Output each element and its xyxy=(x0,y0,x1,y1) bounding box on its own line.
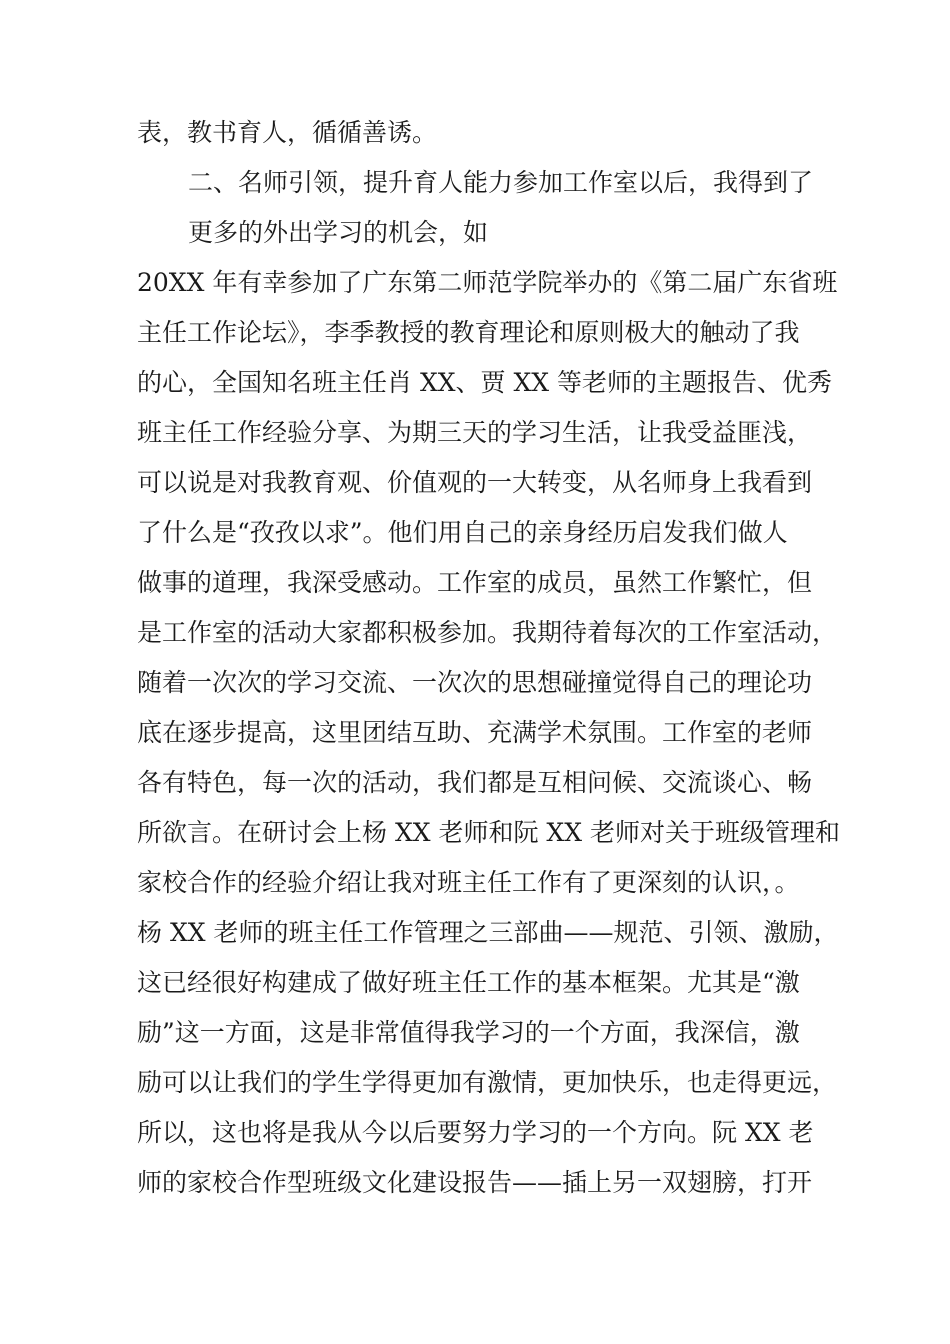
text-line: 的心，全国知名班主任肖 XX、贾 XX 等老师的主题报告、优秀 xyxy=(137,368,833,397)
text-line: 可以说是对我教育观、价值观的一大转变，从名师身上我看到 xyxy=(137,468,813,497)
text-line: 师的家校合作型班级文化建设报告——插上另一双翅膀，打开 xyxy=(137,1168,813,1197)
text-line: 家校合作的经验介绍让我对班主任工作有了更深刻的认识，。 xyxy=(137,868,800,897)
text-line: 所欲言。在研讨会上杨 XX 老师和阮 XX 老师对关于班级管理和 xyxy=(137,818,840,847)
text-line: 底在逐步提高，这里团结互助、充满学术氛围。工作室的老师 xyxy=(137,718,813,747)
text-line: 励可以让我们的学生学得更加有激情，更加快乐，也走得更远， xyxy=(137,1068,838,1097)
text-line: 做事的道理，我深受感动。工作室的成员，虽然工作繁忙，但 xyxy=(137,568,813,597)
text-line: 班主任工作经验分享、为期三天的学习生活，让我受益匪浅， xyxy=(137,418,813,447)
text-line: 20XX 年有幸参加了广东第二师范学院举办的《第二届广东省班 xyxy=(137,268,838,297)
text-line: 表，教书育人，循循善诱。 xyxy=(137,118,438,147)
text-line: 随着一次次的学习交流、一次次的思想碰撞觉得自己的理论功 xyxy=(137,668,813,697)
text-line: 杨 XX 老师的班主任工作管理之三部曲——规范、引领、激励， xyxy=(137,918,839,947)
text-line: 是工作室的活动大家都积极参加。我期待着每次的工作室活动， xyxy=(137,618,838,647)
text-line: 主任工作论坛》，李季教授的教育理论和原则极大的触动了我 xyxy=(137,318,800,347)
text-line: 更多的外出学习的机会，如 xyxy=(188,218,489,247)
text-line: 所以，这也将是我从今以后要努力学习的一个方向。阮 XX 老 xyxy=(137,1118,814,1147)
text-line: 励”这一方面，这是非常值得我学习的一个方面，我深信，激 xyxy=(137,1018,800,1047)
text-line: 这已经很好构建成了做好班主任工作的基本框架。尤其是“激 xyxy=(137,968,800,997)
section-heading: 二、名师引领，提升育人能力参加工作室以后，我得到了 xyxy=(188,168,814,197)
text-line: 各有特色，每一次的活动，我们都是互相问候、交流谈心、畅 xyxy=(137,768,813,797)
text-line: 了什么是“孜孜以求”。他们用自己的亲身经历启发我们做人 xyxy=(137,518,788,547)
